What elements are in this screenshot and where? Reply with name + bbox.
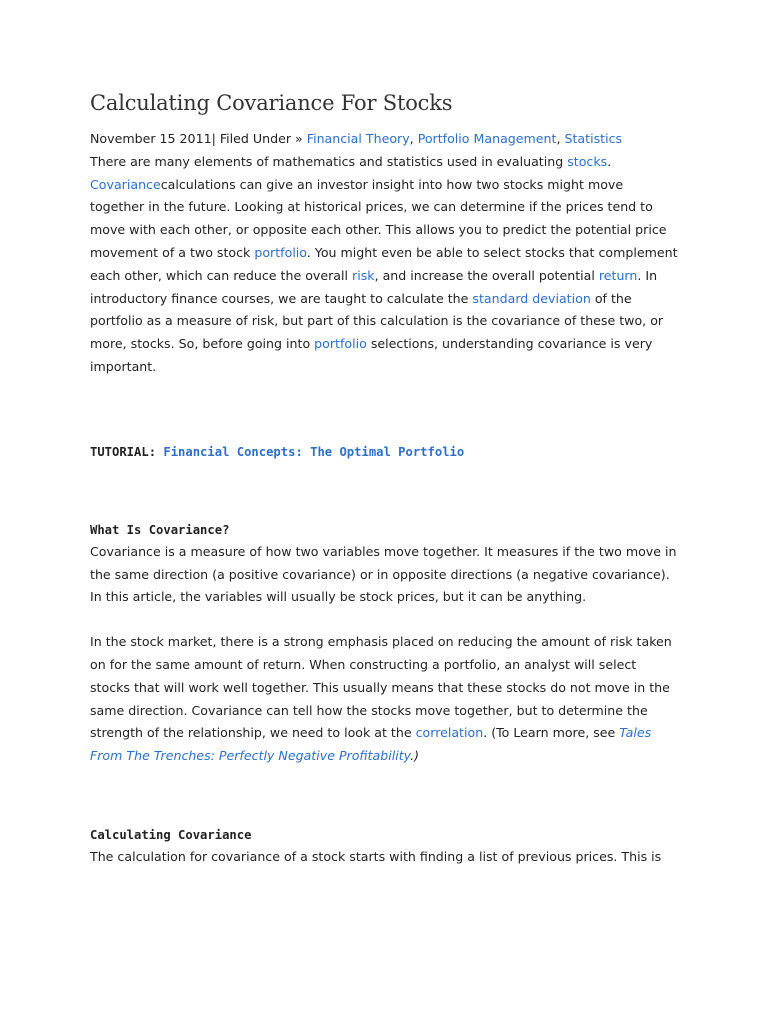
tutorial-label: TUTORIAL:: [90, 444, 164, 459]
tutorial-link[interactable]: Financial Concepts: The Optimal Portfolio: [163, 444, 465, 459]
article: [90, 88, 680, 869]
intro-text: , and increase the overall potential: [374, 267, 599, 283]
link-tales-from-the-trenches[interactable]: Tales From The Trenches: Perfectly Negative Profitability: [90, 725, 652, 764]
intro-text: . In introductory finance courses, we are taught to calculate the: [90, 267, 658, 306]
category-separator: ,: [556, 131, 565, 146]
intro-text: .: [607, 153, 612, 169]
section-heading-calculating-covariance: Calculating Covariance: [90, 827, 252, 842]
article-meta: [90, 128, 680, 151]
link-portfolio-selections[interactable]: portfolio: [314, 336, 367, 352]
spacer: [90, 379, 680, 441]
section2-paragraph-1: The calculation for covariance of a stock starts with finding a list of previous prices. This is: [90, 848, 662, 864]
intro-paragraph: [90, 151, 680, 379]
intro-text: of the portfolio as a measure of risk, but part of this calculation is the covariance of these two, or more, stocks. So, before going into: [90, 290, 664, 352]
section1-paragraph-1: Covariance is a measure of how two variables move together. It measures if the two move in the same direction (a positive covariance) or in opposite directions (a negative covariance). In this article, the variables will usually be stock prices, but it can be anything.: [90, 543, 677, 605]
link-covariance[interactable]: Covariance: [90, 176, 161, 192]
section1-text: .): [410, 748, 420, 764]
link-portfolio[interactable]: portfolio: [254, 244, 307, 260]
intro-text: selections, understanding covariance is very important.: [90, 336, 653, 374]
category-link-financial-theory[interactable]: Financial Theory: [306, 131, 410, 146]
spacer: [90, 609, 680, 631]
article-title: Calculating Covariance For Stocks: [90, 91, 453, 115]
link-stocks[interactable]: stocks: [567, 153, 608, 169]
link-return[interactable]: return: [598, 267, 638, 283]
tutorial-line: [90, 441, 680, 463]
category-link-statistics[interactable]: Statistics: [564, 131, 623, 146]
intro-text: calculations can give an investor insight into how two stocks might move together in the future. Looking at historical prices, we can determine if the prices tend to move with each other, or opposite each other. This allows you to predict the potential price movement of a two stock: [90, 176, 667, 260]
section-heading-what-is-covariance: What Is Covariance?: [90, 522, 230, 537]
intro-text: There are many elements of mathematics and statistics used in evaluating: [90, 153, 568, 169]
spacer: [90, 768, 680, 824]
intro-text: . You might even be able to select stocks that complement each other, which can reduce the overall: [90, 244, 678, 283]
link-risk[interactable]: risk: [352, 267, 375, 283]
category-separator: ,: [409, 131, 418, 146]
section1-text: . (To Learn more, see: [483, 725, 620, 741]
section1-text: In the stock market, there is a strong emphasis placed on reducing the amount of risk taken on for the same amount of return. When constructing a portfolio, an analyst will select stocks that will work well together. This usually means that these stocks do not move in the same direction. Covariance can tell how the stocks move together, but to determine the strength of the relationship, we need to look at the: [90, 634, 672, 741]
category-link-portfolio-management[interactable]: Portfolio Management: [417, 131, 557, 146]
spacer: [90, 463, 680, 519]
section1-paragraph-2: [90, 631, 680, 768]
link-standard-deviation[interactable]: standard deviation: [472, 290, 591, 306]
article-date: November 15 2011| Filed Under »: [90, 131, 307, 146]
link-correlation[interactable]: correlation: [415, 725, 484, 741]
